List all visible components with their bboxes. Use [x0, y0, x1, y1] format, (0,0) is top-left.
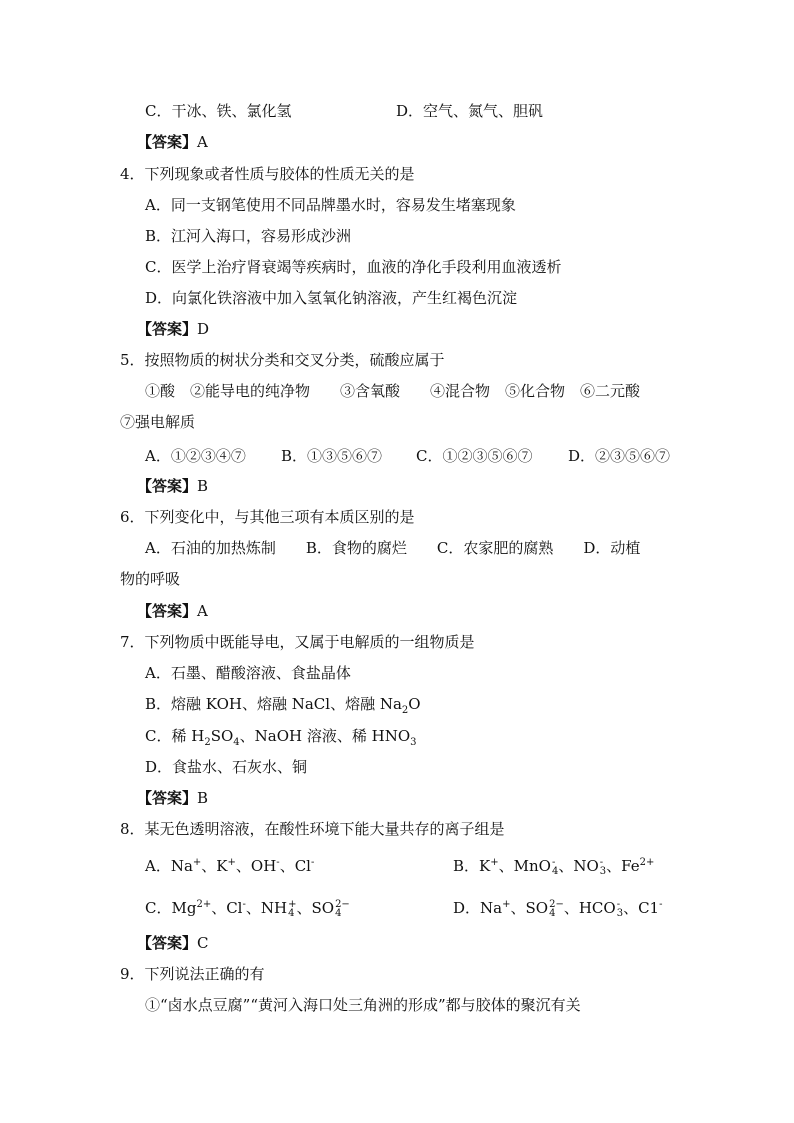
ion-text: A．Na — [145, 857, 193, 875]
charge: - — [242, 899, 246, 910]
q9-item-1: ①“卤水点豆腐”“黄河入海口处三角洲的形成”都与胶体的聚沉有关 — [145, 996, 581, 1014]
ion-text: 、C1 — [623, 899, 660, 917]
q3-option-c: C．干冰、铁、氯化氢 — [145, 102, 292, 120]
answer-value: B — [197, 789, 209, 807]
ion-text: 、MnO — [498, 857, 551, 875]
q8-stem: 8．某无色透明溶液，在酸性环境下能大量共存的离子组是 — [120, 820, 505, 838]
subscript: 3 — [599, 866, 607, 877]
charge: - — [276, 857, 280, 868]
ion-text: 、Cl — [211, 899, 243, 917]
q7-option-c-text: SO — [210, 727, 234, 745]
answer-value: C — [197, 934, 209, 952]
q8-answer — [137, 933, 209, 953]
ion-text: 、Cl — [279, 857, 311, 875]
q5-answer — [137, 476, 208, 496]
charge: + — [227, 857, 236, 868]
ion-text: 、NH — [245, 899, 288, 917]
q7-option-b-text-end: O — [408, 695, 421, 713]
answer-label: 【答案】 — [137, 789, 198, 807]
q7-option-a: A．石墨、醋酸溶液、食盐晶体 — [145, 664, 351, 682]
charge: + — [192, 857, 202, 868]
ion-text: 、NO — [558, 857, 599, 875]
q7-answer — [137, 788, 208, 808]
q7-option-c — [145, 726, 417, 746]
subscript: 4 — [549, 908, 556, 919]
ion-text: 、K — [201, 857, 228, 875]
answer-value: A — [197, 133, 208, 151]
q6-options-line1: A．石油的加热炼制 B．食物的腐烂 C．农家肥的腐熟 D．动植 — [145, 539, 641, 557]
q5-option-c: C．①②③⑤⑥⑦ — [416, 447, 533, 465]
q4-option-a: A．同一支钢笔使用不同品牌墨水时，容易发生堵塞现象 — [145, 196, 516, 214]
charge: - — [599, 857, 604, 868]
charge: + — [502, 899, 511, 910]
ion-text: 、Fe — [606, 857, 640, 875]
answer-label: 【答案】 — [137, 133, 198, 151]
subscript: 2 — [401, 705, 409, 716]
charge-stack — [549, 900, 564, 918]
subscript: 3 — [616, 908, 624, 919]
answer-value: B — [197, 477, 209, 495]
q8-option-d — [453, 898, 662, 918]
q4-option-b: B．江河入海口，容易形成沙洲 — [145, 227, 352, 245]
q6-stem: 6．下列变化中，与其他三项有本质区别的是 — [120, 508, 415, 526]
q7-option-b-text: B．熔融 KOH、熔融 NaCl、熔融 Na — [145, 695, 402, 713]
subscript: 3 — [410, 737, 417, 748]
q7-option-c-text: 、NaOH 溶液、稀 HNO — [239, 727, 411, 745]
ion-text: 、HCO — [563, 899, 616, 917]
q5-items-line1: ①酸 ②能导电的纯净物 ③含氧酸 ④混合物 ⑤化合物 ⑥二元酸 — [145, 382, 641, 400]
q6-answer — [137, 601, 208, 621]
subscript: 4 — [551, 866, 559, 877]
charge: 2+ — [639, 857, 655, 868]
answer-label: 【答案】 — [137, 320, 198, 338]
q5-option-b: B．①③⑤⑥⑦ — [281, 447, 383, 465]
q7-option-c-text: C．稀 H — [145, 727, 205, 745]
q5-option-d: D．②③⑤⑥⑦ — [568, 447, 671, 465]
answer-label: 【答案】 — [137, 934, 198, 952]
charge: + — [288, 899, 297, 910]
q4-answer — [137, 319, 209, 339]
q3-option-d: D．空气、氮气、胆矾 — [396, 102, 544, 120]
subscript: 4 — [335, 908, 342, 919]
charge: 2− — [335, 899, 350, 910]
q5-stem: 5．按照物质的树状分类和交叉分类，硫酸应属于 — [120, 351, 445, 369]
ion-text: C．Mg — [145, 899, 197, 917]
q5-option-a: A．①②③④⑦ — [145, 447, 246, 465]
q8-option-a — [145, 856, 314, 876]
charge: 2+ — [196, 899, 212, 910]
ion-text: 、SO — [510, 899, 549, 917]
ion-text: B．K — [453, 857, 491, 875]
charge-stack — [335, 900, 350, 918]
q7-option-d: D．食盐水、石灰水、铜 — [145, 758, 308, 776]
subscript: 4 — [288, 908, 295, 919]
q7-stem: 7．下列物质中既能导电，又属于电解质的一组物质是 — [120, 633, 475, 651]
answer-value: A — [197, 602, 208, 620]
q5-items-line2: ⑦强电解质 — [120, 413, 196, 431]
charge: 2− — [549, 899, 564, 910]
charge: - — [616, 899, 621, 910]
ion-text: 、OH — [235, 857, 277, 875]
ion-text: D．Na — [453, 899, 503, 917]
q4-option-c: C．医学上治疗肾衰竭等疾病时，血液的净化手段利用血液透析 — [145, 258, 562, 276]
charge: - — [310, 857, 315, 868]
q3-answer — [137, 132, 208, 152]
answer-value: D — [197, 320, 210, 338]
charge: - — [659, 899, 663, 910]
q9-stem: 9．下列说法正确的有 — [120, 965, 265, 983]
q6-options-line2: 物的呼吸 — [120, 570, 181, 588]
answer-label: 【答案】 — [137, 602, 198, 620]
q4-stem: 4．下列现象或者性质与胶体的性质无关的是 — [120, 165, 415, 183]
ion-text: 、SO — [296, 899, 335, 917]
q4-option-d: D．向氯化铁溶液中加入氢氧化钠溶液，产生红褐色沉淀 — [145, 289, 518, 307]
charge: - — [551, 857, 556, 868]
answer-label: 【答案】 — [137, 477, 198, 495]
q8-option-b — [453, 856, 654, 876]
subscript: 2 — [204, 737, 211, 748]
subscript: 4 — [233, 737, 240, 748]
charge: + — [490, 857, 499, 868]
q7-option-b — [145, 694, 421, 714]
q8-option-c — [145, 898, 350, 918]
